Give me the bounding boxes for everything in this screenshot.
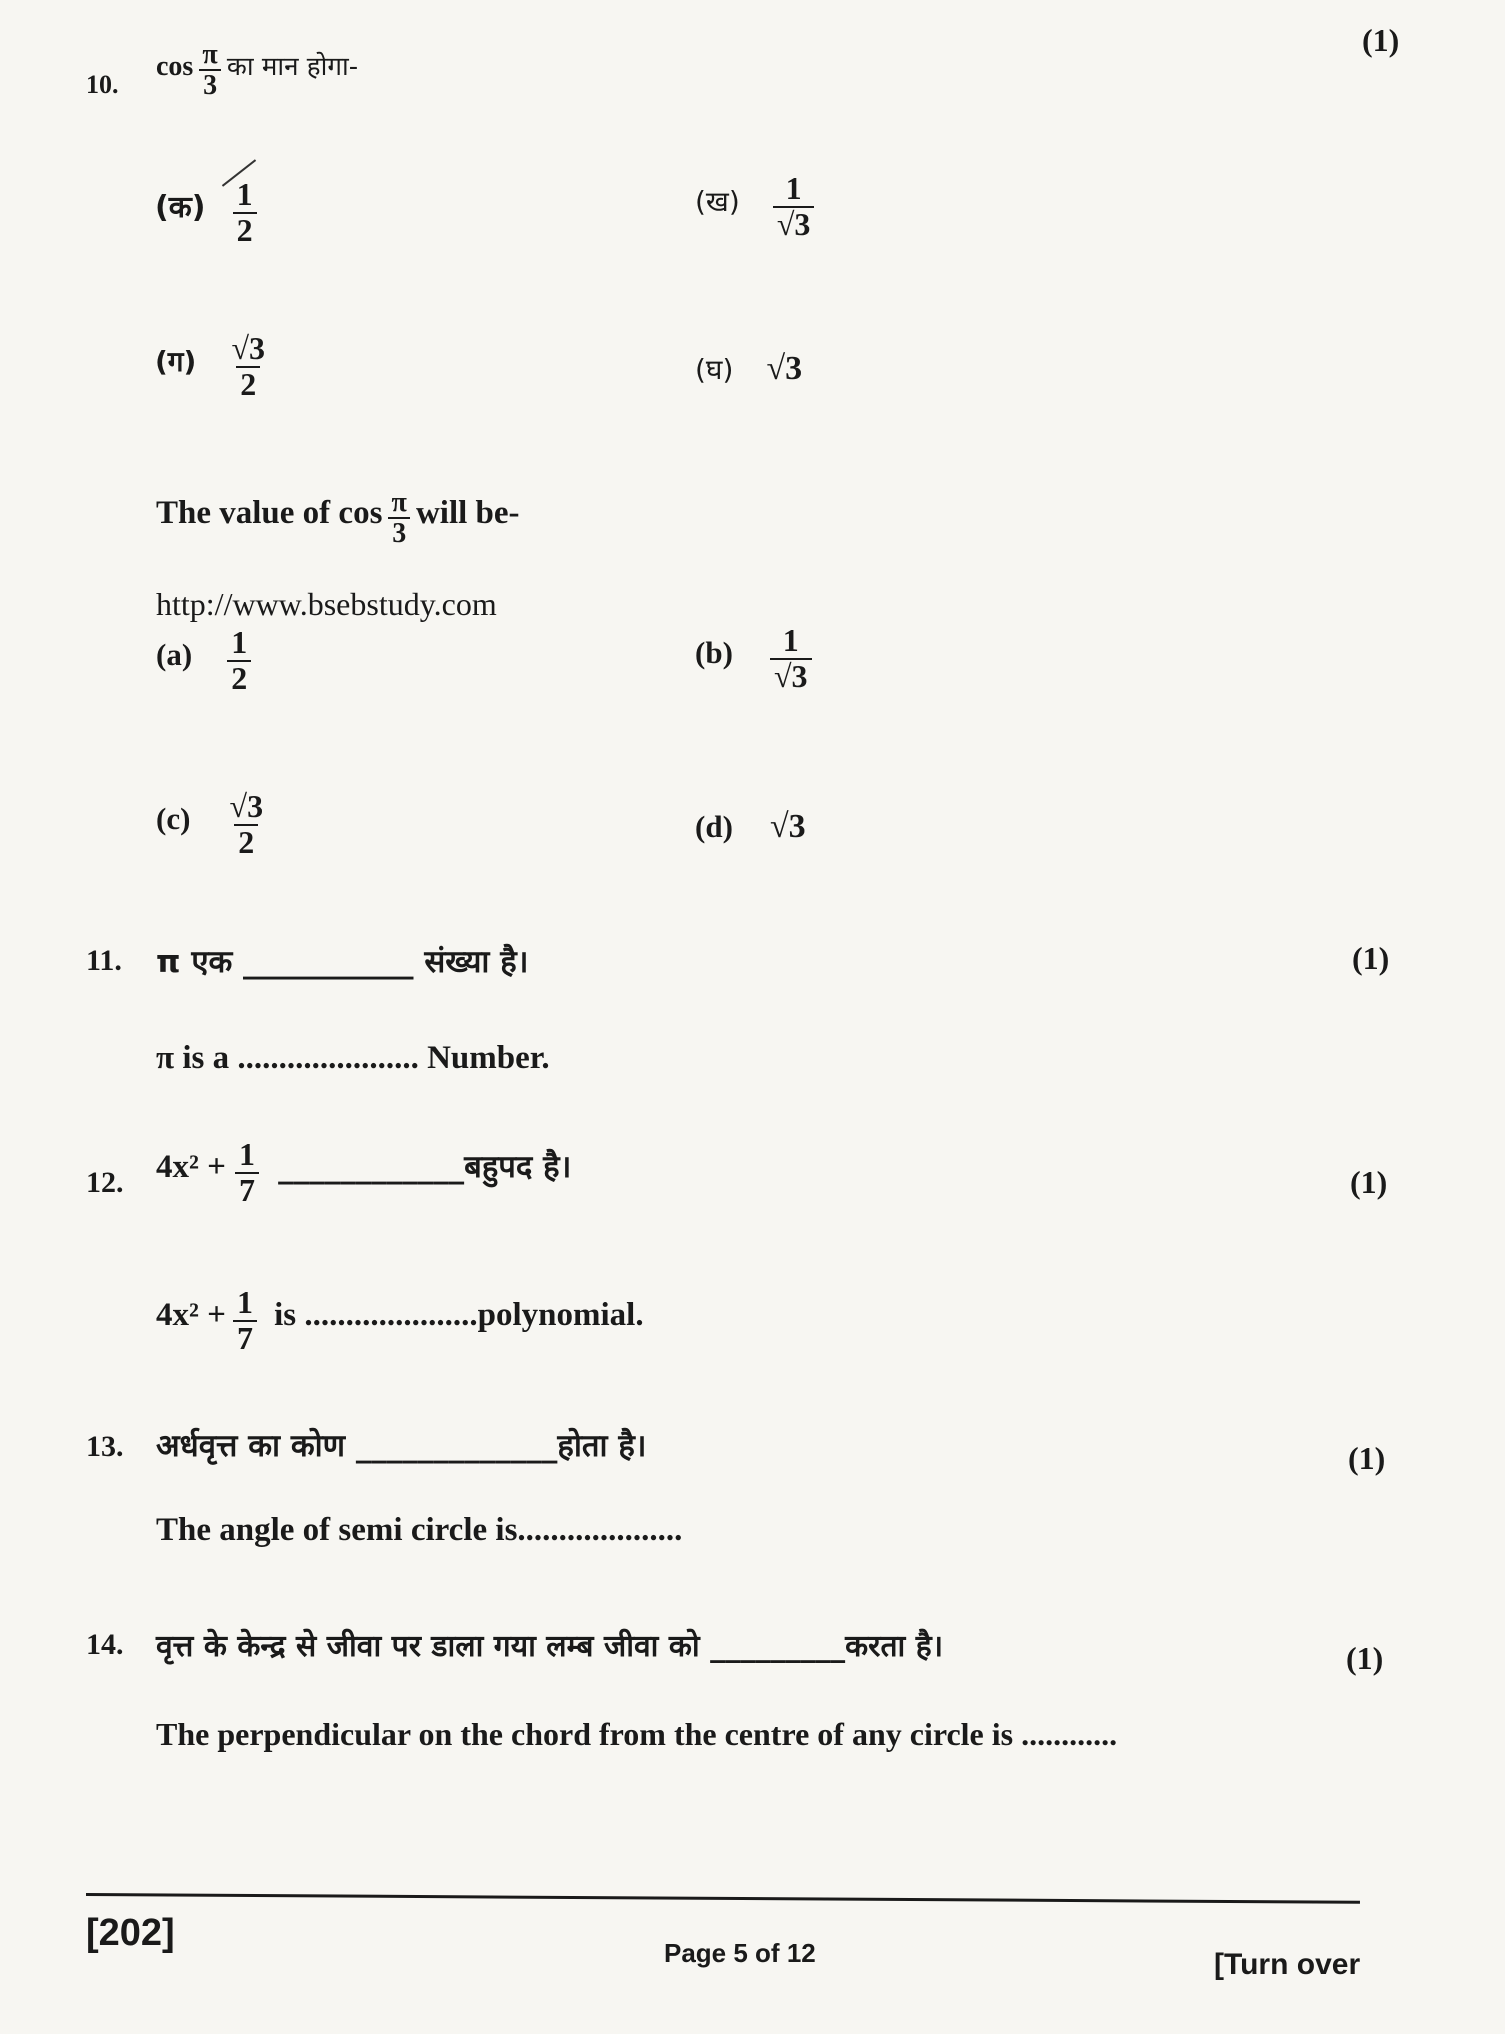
turn-over-note: [Turn over — [1214, 1948, 1361, 1981]
q12-hindi-suffix: ____________बहुपद है। — [278, 1149, 572, 1186]
q10-marks: (1) — [1362, 22, 1400, 58]
option-label: (a) — [156, 637, 193, 673]
q10-english-option-d — [695, 808, 806, 846]
q10-hindi-option-a — [155, 178, 257, 247]
option-fraction — [227, 332, 269, 401]
q12-number: 12. — [86, 1166, 124, 1199]
q10-english-option-b — [695, 624, 812, 693]
q10-hindi-option-d — [695, 350, 802, 388]
q10-english-suffix: will be- — [415, 494, 520, 531]
q10-english-prefix: The value of cos — [156, 494, 383, 531]
q14-hindi: वृत्त के केन्द्र से जीवा पर डाला गया लम्ब जीवा को _________करता है। — [156, 1629, 944, 1664]
fraction-numerator: 1 — [785, 170, 802, 206]
q10-hindi-suffix: का मान होगा- — [226, 51, 359, 82]
fraction-numerator: 1 — [231, 624, 248, 660]
option-fraction — [773, 172, 815, 241]
option-label: (b) — [695, 635, 733, 671]
q10-hindi-question — [156, 40, 358, 101]
page-number: Page 5 of 12 — [664, 1938, 816, 1968]
q10-hindi-prefix: cos — [156, 50, 194, 82]
q12-hindi — [156, 1138, 571, 1207]
q13-marks: (1) — [1348, 1440, 1386, 1476]
q12-hindi-prefix: 4x² + — [156, 1149, 226, 1186]
option-fraction — [233, 178, 257, 247]
q14-english: The perpendicular on the chord from the centre of any circle is ............ — [156, 1716, 1118, 1752]
fraction-denominator: 2 — [227, 660, 251, 696]
q13-english: The angle of semi circle is.................... — [156, 1512, 683, 1548]
fraction-numerator: π — [391, 487, 407, 518]
option-label: (ग) — [155, 345, 197, 379]
q12-hindi-fraction — [235, 1138, 259, 1207]
q13-hindi: अर्धवृत्त का कोण _____________होता है। — [156, 1428, 647, 1464]
option-label: (क) — [155, 190, 206, 226]
q10-english-option-a — [156, 626, 251, 695]
fraction-denominator: 3 — [388, 517, 410, 548]
q11-marks: (1) — [1352, 940, 1390, 976]
fraction-numerator: 1 — [236, 176, 253, 212]
fraction-denominator: 7 — [235, 1172, 259, 1208]
q11-english: π is a ...................... Number. — [156, 1040, 550, 1076]
option-fraction — [227, 626, 251, 695]
q12-english — [156, 1286, 644, 1355]
fraction-denominator: 3 — [199, 69, 221, 100]
q10-english-fraction — [388, 488, 411, 549]
q14-number: 14. — [86, 1628, 124, 1661]
q12-marks: (1) — [1350, 1164, 1388, 1200]
fraction-denominator: 7 — [233, 1320, 257, 1356]
fraction-numerator: 1 — [237, 1284, 254, 1320]
q13-number: 13. — [86, 1430, 124, 1463]
fraction-numerator: 1 — [782, 622, 799, 658]
fraction-numerator: √3 — [231, 330, 266, 366]
fraction-denominator: 2 — [233, 212, 257, 248]
fraction-denominator: 2 — [234, 824, 258, 860]
option-value: √3 — [769, 808, 806, 845]
fraction-denominator: √3 — [773, 206, 815, 242]
q10-english-question — [156, 488, 520, 549]
paper-code: [202] — [86, 1912, 175, 1954]
q12-english-prefix: 4x² + — [156, 1297, 226, 1334]
fraction-numerator: π — [202, 39, 218, 70]
q10-hindi-fraction — [198, 40, 221, 101]
fraction-numerator: 1 — [239, 1136, 256, 1172]
q10-hindi-option-c — [155, 332, 269, 401]
footer-rule — [86, 1893, 1360, 1904]
option-fraction — [226, 790, 268, 859]
q14-marks: (1) — [1346, 1640, 1384, 1676]
fraction-numerator: √3 — [229, 788, 264, 824]
fraction-denominator: 2 — [236, 366, 260, 402]
option-label: (ख) — [695, 185, 740, 219]
watermark-url: http://www.bsebstudy.com — [156, 586, 497, 622]
option-label: (घ) — [695, 353, 734, 386]
q10-number: 10. — [86, 70, 119, 99]
option-fraction — [770, 624, 812, 693]
q11-number: 11. — [86, 944, 122, 977]
option-label: (c) — [156, 801, 191, 837]
option-value: √3 — [766, 350, 803, 387]
q11-hindi: π एक ___________ संख्या है। — [156, 944, 529, 980]
option-label: (d) — [695, 809, 733, 844]
q12-english-fraction — [233, 1286, 257, 1355]
q12-english-suffix: is .....................polynomial. — [274, 1297, 644, 1334]
fraction-denominator: √3 — [770, 658, 812, 694]
q10-english-option-c — [156, 790, 267, 859]
q10-hindi-option-b — [695, 172, 814, 241]
